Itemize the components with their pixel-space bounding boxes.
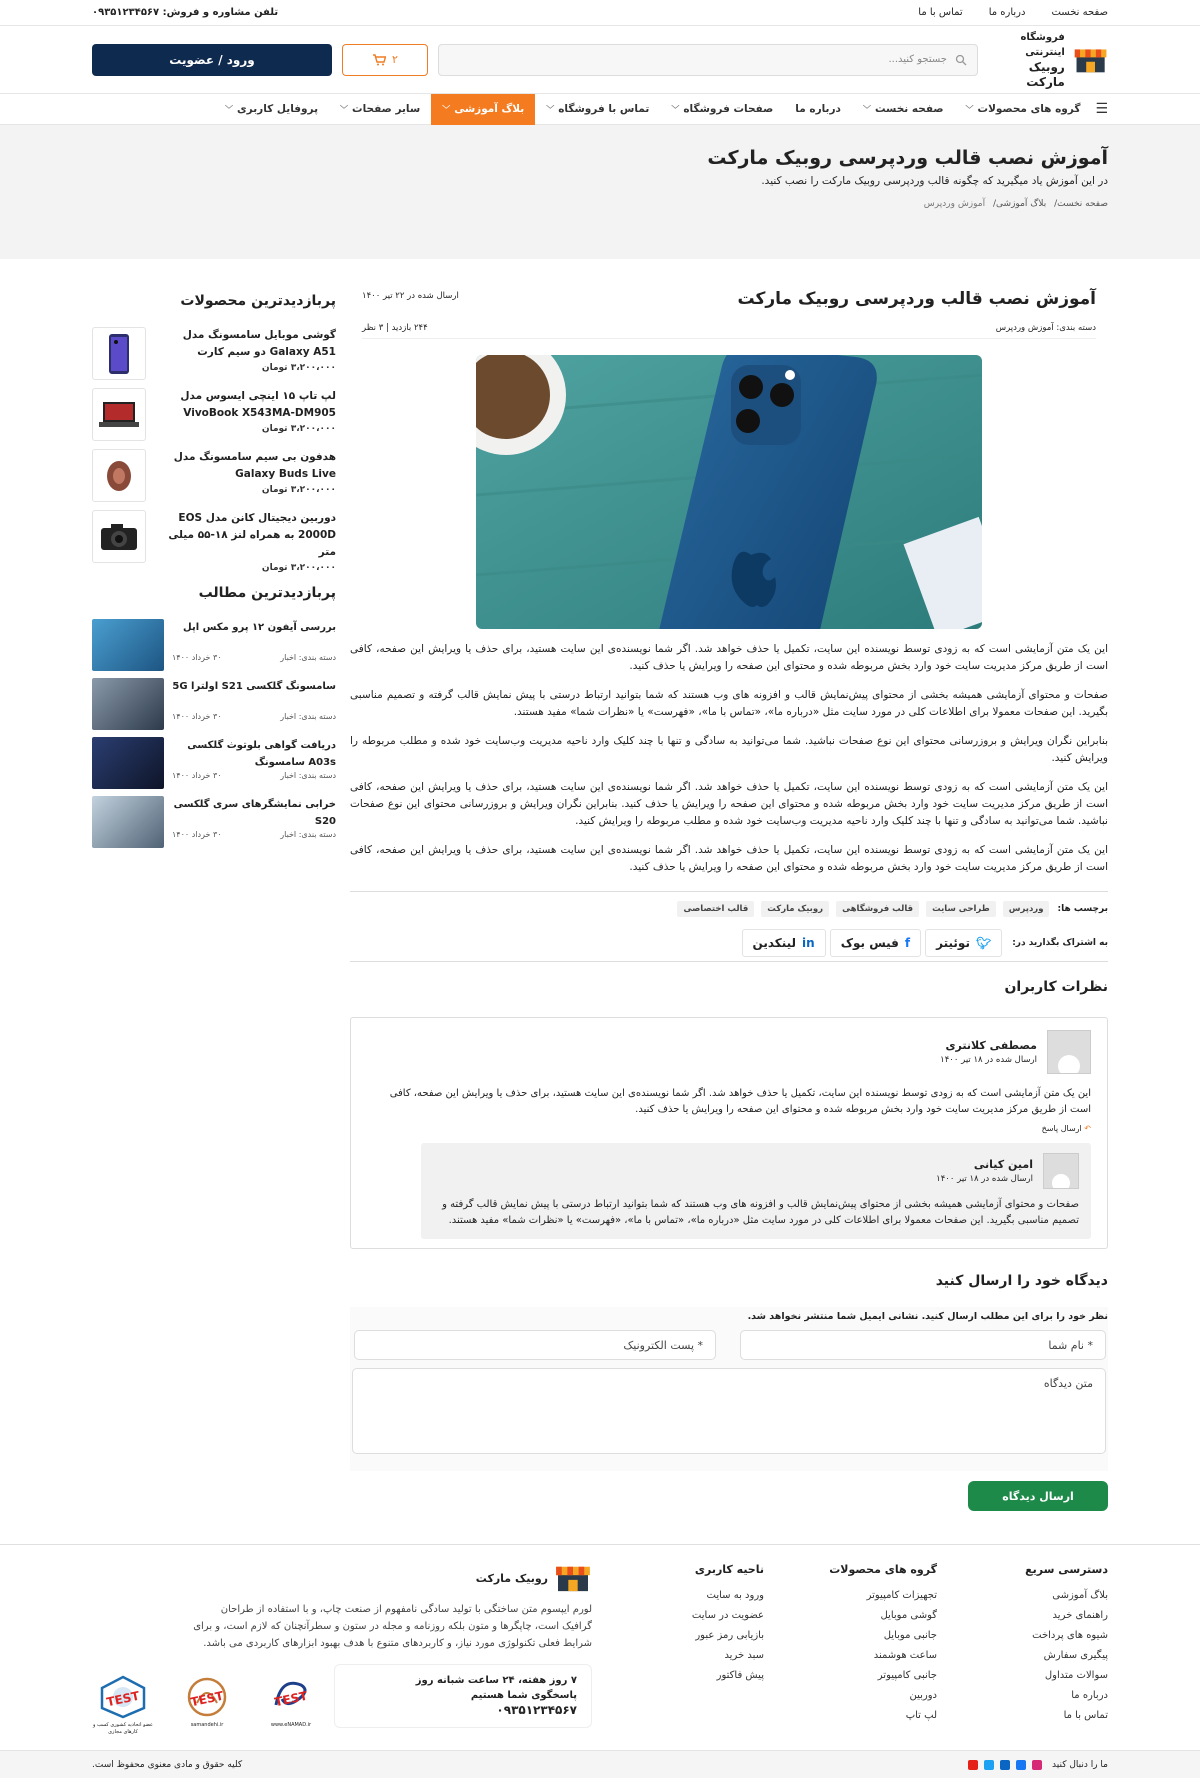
breadcrumb-current: آموزش وردپرس: [923, 199, 986, 209]
chevron-down-icon: ﹀: [442, 104, 451, 114]
nav-item-shop-pages[interactable]: [660, 94, 784, 125]
share-linkedin-label: لینکدین: [752, 936, 797, 950]
avatar: [1047, 1030, 1091, 1074]
post-thumbnail: [92, 678, 164, 730]
reply-date: ارسال شده در ۱۸ تیر ۱۴۰۰: [936, 1174, 1033, 1184]
footer-link[interactable]: ساعت هوشمند: [873, 1650, 937, 1661]
footer-col-title: دسترسی سریع: [1025, 1563, 1108, 1576]
footer-link[interactable]: پیش فاکتور: [716, 1670, 764, 1681]
footer-link[interactable]: گوشی موبایل: [880, 1610, 937, 1621]
comment-date: ارسال شده در ۱۸ تیر ۱۴۰۰: [940, 1055, 1037, 1065]
follow-label: ما را دنبال کنید: [1052, 1759, 1108, 1770]
twitter-icon[interactable]: [984, 1760, 994, 1770]
post-date: ۳۰ خرداد ۱۴۰۰: [172, 830, 222, 839]
chevron-down-icon: ﹀: [546, 104, 555, 114]
nav-label: صفحه نخست: [874, 103, 944, 115]
nav-item-other-pages[interactable]: [329, 94, 431, 125]
name-field[interactable]: [740, 1330, 1106, 1360]
footer-bottom-bar: [0, 1750, 1200, 1778]
breadcrumb-home[interactable]: صفحه نخست: [1057, 199, 1108, 209]
nav-label: پروفایل کاربری: [237, 103, 319, 115]
page-hero: [0, 125, 1200, 259]
nav-label: درباره ما: [795, 103, 841, 115]
nav-label: تماس با فروشگاه: [558, 103, 650, 115]
support-box: [334, 1664, 592, 1728]
badge-stamp-text: TEST: [105, 1688, 141, 1710]
main-nav: [0, 94, 1200, 125]
reply-icon: ↶: [1084, 1124, 1091, 1133]
facebook-icon: f: [904, 936, 911, 950]
badge-caption: www.eNAMAD.ir: [270, 1722, 312, 1728]
topbar-link-about[interactable]: درباره ما: [988, 7, 1026, 18]
post-item[interactable]: [92, 737, 336, 796]
search-placeholder: جستجو کنید...: [888, 54, 947, 65]
shop-logo-icon: [554, 1563, 592, 1593]
badge-stamp-text: TEST: [189, 1688, 225, 1710]
login-register-button[interactable]: ورود / عضویت: [92, 44, 332, 76]
article-paragraph: بنابراین نگران ویرایش و بروزرسانی محتوای این نوع صفحات نباشید. شما می‌توانید به سادگی و تنها با چند کلیک وارد ناحیه مدیریت وب‌سایت خود شده و مطلب مربوطه را ویرایش کنید.: [350, 735, 1108, 764]
earbuds-thumbnail-icon: [92, 449, 146, 502]
trust-badges: [92, 1675, 322, 1736]
footer-link[interactable]: تجهیزات کامپیوتر: [866, 1590, 937, 1601]
product-item[interactable]: [92, 327, 336, 388]
footer-link[interactable]: پیگیری سفارش: [1043, 1650, 1108, 1661]
share-twitter-button[interactable]: [925, 929, 1002, 957]
cart-icon: [372, 54, 386, 66]
cart-button[interactable]: [342, 44, 428, 76]
tag[interactable]: قالب فروشگاهی: [836, 901, 919, 917]
menu-icon[interactable]: ☰: [1095, 101, 1108, 117]
footer-link[interactable]: شیوه های پرداخت: [1032, 1630, 1108, 1641]
product-price: ۳،۲۰۰،۰۰۰ تومان: [261, 363, 336, 373]
reply-text: صفحات و محتوای آزمایشی همیشه بخشی از محتوای پیش‌نمایش قالب و افزونه های وب هستند که شما بتوانید ارتباط درستی با پیش نمایش قالب گرفته و تصمیم مناسبی بگیرید. این صفحات معمولا برای اطلاعات کلی در مورد سایت مثل «درباره ما»، «تماس با ما»، «فهرست» یا «نظرات شما» مفید هستند.: [442, 1199, 1079, 1226]
logo-line-2: روبیک مارکت: [1026, 59, 1065, 89]
tag[interactable]: روبیک مارکت: [761, 901, 829, 917]
comment-form-note: نظر خود را برای این مطلب ارسال کنید. نشانی ایمیل شما منتشر نخواهد شد.: [747, 1311, 1108, 1322]
social-links: [968, 1760, 1108, 1770]
post-date: ۳۰ خرداد ۱۴۰۰: [172, 771, 222, 780]
nav-label: بلاگ آموزشی: [454, 103, 525, 115]
site-logo[interactable]: [988, 30, 1108, 90]
comment-textarea[interactable]: [352, 1368, 1106, 1454]
enamad-badge[interactable]: [260, 1675, 322, 1736]
article-stats: ۲۴۴ بازدید | ۳ نظر: [362, 323, 428, 333]
chevron-down-icon: ﹀: [862, 104, 871, 114]
post-title: سامسونگ گلکسی S21 اولترا 5G: [172, 681, 336, 692]
post-item[interactable]: [92, 619, 336, 678]
product-price: ۳،۲۰۰،۰۰۰ تومان: [261, 563, 336, 573]
nav-label: سایر صفحات: [352, 103, 421, 115]
search-icon: [955, 54, 967, 66]
footer-link[interactable]: دوربین: [909, 1690, 937, 1701]
tag[interactable]: وردپرس: [1003, 901, 1050, 917]
post-date: ۳۰ خرداد ۱۴۰۰: [172, 712, 222, 721]
chevron-down-icon: ﹀: [225, 104, 234, 114]
footer-link[interactable]: راهنمای خرید: [1052, 1610, 1108, 1621]
popular-posts-title: پربازدیدترین مطالب: [198, 585, 336, 601]
footer-link[interactable]: بلاگ آموزشی: [1052, 1590, 1108, 1601]
footer-link[interactable]: لپ تاپ: [905, 1710, 937, 1721]
linkedin-icon[interactable]: [1000, 1760, 1010, 1770]
support-line-1: ۷ روز هفته، ۲۴ ساعت شبانه روز: [415, 1675, 577, 1686]
post-category: دسته بندی: اخبار: [280, 830, 336, 839]
linkedin-icon: in: [802, 936, 815, 950]
facebook-icon[interactable]: [1016, 1760, 1026, 1770]
product-name: گوشی موبایل سامسونگ مدل Galaxy A51 دو سیم کارت: [182, 329, 336, 358]
support-line-2: پاسخگوی شما هستیم: [470, 1690, 577, 1701]
topbar-phone: تلفن مشاوره و فروش: ۰۹۳۵۱۲۳۴۵۶۷: [92, 7, 279, 18]
article-body: [350, 641, 1108, 888]
post-thumbnail: [92, 737, 164, 789]
twitter-icon: 🐦︎: [975, 936, 992, 950]
association-badge[interactable]: [92, 1675, 154, 1736]
chevron-down-icon: ﹀: [965, 104, 974, 114]
footer-link[interactable]: عضویت در سایت: [691, 1610, 764, 1621]
comment-author: مصطفی کلانتری: [945, 1039, 1037, 1052]
article-tags: [674, 901, 1108, 917]
nav-item-home[interactable]: [852, 94, 955, 125]
chevron-down-icon: ﹀: [340, 104, 349, 114]
nav-item-about[interactable]: [784, 94, 852, 125]
nav-item-contact[interactable]: [535, 94, 660, 125]
footer-about-text: لورم ایپسوم متن ساختگی با تولید سادگی نامفهوم از صنعت چاپ، و با استفاده از طراحان گرافیک است، چاپگرها و متون بلکه روزنامه و مجله در ستون و سطرآنچنان که لازم است، و برای شرایط فعلی تکنولوژی مورد نیاز، و کاربردهای متنوع با هدف بهبود ابزارهای کاربردی می باشد.: [193, 1604, 592, 1649]
post-category: دسته بندی: اخبار: [280, 771, 336, 780]
reply-author: امین کیانی: [973, 1158, 1033, 1171]
product-item[interactable]: [92, 510, 336, 571]
footer-link[interactable]: جانبی کامپیوتر: [877, 1670, 937, 1681]
support-phone: ۰۹۳۵۱۲۳۴۵۶۷: [496, 1703, 577, 1717]
product-item[interactable]: [92, 388, 336, 449]
article-paragraph: این یک متن آزمایشی است که به زودی توسط نویسنده این سایت، تکمیل یا حذف خواهد شد. اگر شما نویسنده‌ی این سایت هستید، برای حذف یا ویرایش این صفحه، کافی است از طریق مرکز مدیریت سایت خود وارد بخش مربوطه شده و محتوای این صفحه را ویرایش یا حذف کنید. بنابراین نگران ویرایش و بروزرسانی محتوای این نوع صفحات نباشید. شما می‌توانید به سادگی و تنها با چند کلیک وارد ناحیه مدیریت وب‌سایت خود شده و مطلب مربوطه را ویرایش کنید.: [350, 781, 1108, 827]
share-linkedin-button[interactable]: [742, 929, 826, 957]
nav-item-profile[interactable]: [214, 94, 329, 125]
footer-product-groups: [829, 1563, 937, 1726]
topbar-links: [918, 7, 1108, 18]
product-price: ۳،۲۰۰،۰۰۰ تومان: [261, 485, 336, 495]
main-content: [0, 259, 1200, 1544]
footer-brand: روبیک مارکت: [475, 1571, 548, 1585]
shop-logo-icon: [1073, 44, 1108, 76]
footer-col-title: ناحیه کاربری: [694, 1563, 764, 1576]
footer-link[interactable]: بازیابی رمز عبور: [695, 1630, 764, 1641]
phone-thumbnail-icon: [92, 327, 146, 380]
topbar: [0, 0, 1200, 26]
post-title: بررسی آیفون ۱۲ پرو مکس اپل: [183, 622, 336, 633]
footer-link[interactable]: سبد خرید: [724, 1650, 764, 1661]
comment-thread: [350, 1017, 1108, 1249]
breadcrumb: صفحه نخست/ بلاگ آموزشی/ آموزش وردپرس: [923, 199, 1108, 209]
product-item[interactable]: [92, 449, 336, 510]
article-date: ارسال شده در ۲۲ تیر ۱۴۰۰: [362, 291, 459, 301]
reply-label: ارسال پاسخ: [1041, 1124, 1082, 1133]
article-paragraph: این یک متن آزمایشی است که به زودی توسط نویسنده این سایت، تکمیل یا حذف خواهد شد. اگر شما نویسنده‌ی این سایت هستید، برای حذف یا ویرایش این صفحه، کافی است از طریق مرکز مدیریت سایت خود وارد بخش مربوطه شده و محتوای این صفحه را ویرایش یا حذف کنید.: [350, 844, 1108, 873]
footer-quick-links: [1025, 1563, 1108, 1726]
article-paragraph: این یک متن آزمایشی است که به زودی توسط نویسنده این سایت، تکمیل یا حذف خواهد شد. اگر شما نویسنده‌ی این سایت هستید، برای حذف یا ویرایش این صفحه، کافی است از طریق مرکز مدیریت سایت خود وارد بخش مربوطه شده و محتوای این صفحه را ویرایش یا حذف کنید.: [350, 643, 1108, 672]
post-item[interactable]: [92, 678, 336, 737]
topbar-link-home[interactable]: صفحه نخست: [1051, 7, 1108, 18]
chevron-down-icon: ﹀: [671, 104, 680, 114]
nav-item-blog[interactable]: [431, 94, 535, 125]
share-facebook-button[interactable]: [830, 929, 921, 957]
reply-button[interactable]: [367, 1124, 1091, 1133]
name-placeholder: * نام شما: [1048, 1338, 1093, 1352]
instagram-icon[interactable]: [1032, 1760, 1042, 1770]
breadcrumb-blog[interactable]: بلاگ آموزشی: [996, 199, 1047, 209]
comment-form: [350, 1307, 1108, 1471]
header: [0, 26, 1200, 94]
article-paragraph: صفحات و محتوای آزمایشی همیشه بخشی از محتوای پیش‌نمایش قالب و افزونه های وب هستند که شما بتوانید ارتباط درستی با پیش نمایش قالب گرفته و تصمیم مناسبی بگیرید. این صفحات معمولا برای اطلاعات کلی در مورد سایت مثل «درباره ما»، «تماس با ما»، «فهرست» یا «نظرات شما» مفید هستند.: [350, 689, 1108, 718]
camera-thumbnail-icon: [92, 510, 146, 563]
logo-line-1: فروشگاه اینترنتی: [1020, 31, 1065, 58]
post-title: خرابی نمایشگرهای سری گلکسی S20: [173, 799, 336, 827]
footer-link[interactable]: ورود به سایت: [706, 1590, 764, 1601]
page-title: آموزش نصب قالب وردپرسی روبیک مارکت: [707, 147, 1108, 169]
footer: [0, 1544, 1200, 1777]
article-featured-image: [476, 355, 982, 629]
samandehi-badge[interactable]: [176, 1675, 238, 1736]
product-name: لپ تاپ ۱۵ اینچی ایسوس مدل VivoBook X543MA-DM905: [180, 390, 336, 419]
topbar-link-contact[interactable]: تماس با ما: [918, 7, 963, 18]
footer-col-title: گروه های محصولات: [829, 1563, 937, 1576]
post-item[interactable]: [92, 796, 336, 855]
email-placeholder: * پست الکترونیک: [623, 1338, 703, 1352]
badge-stamp-text: TEST: [273, 1688, 309, 1710]
product-name: دوربین دیجیتال کانن مدل EOS 2000D به همراه لنز ۱۸-۵۵ میلی متر: [168, 512, 336, 558]
avatar: [1043, 1153, 1079, 1189]
comment-text: این یک متن آزمایشی است که به زودی توسط نویسنده این سایت، تکمیل یا حذف خواهد شد. اگر شما نویسنده‌ی این سایت هستید، برای حذف یا ویرایش این صفحه، کافی است از طریق مرکز مدیریت سایت خود وارد بخش مربوطه شده و محتوای این صفحه را ویرایش یا حذف کنید.: [389, 1088, 1091, 1115]
share-bar: [738, 929, 1108, 957]
comment-textarea-placeholder: متن دیدگاه: [1043, 1377, 1093, 1390]
badge-caption: samandehi.ir: [190, 1722, 224, 1728]
tag[interactable]: طراحی سایت: [926, 901, 996, 917]
tags-label: برچسب ها:: [1057, 904, 1108, 914]
footer-link[interactable]: درباره ما: [1071, 1690, 1108, 1701]
tag[interactable]: قالب اختصاصی: [677, 901, 754, 917]
badge-caption: عضو اتحادیه کشوری کسب و کارهای مجازی: [92, 1722, 153, 1735]
share-facebook-label: فیس بوک: [840, 936, 899, 950]
post-title: دریافت گواهی بلوتوث گلکسی A03s سامسونگ: [187, 740, 336, 768]
nav-item-product-groups[interactable]: [955, 94, 1092, 125]
post-thumbnail: [92, 796, 164, 848]
page-subtitle: در این آموزش یاد میگیرید که چگونه قالب وردپرسی روبیک مارکت را نصب کنید.: [761, 175, 1108, 187]
share-twitter-label: توئیتر: [936, 936, 970, 950]
post-category: دسته بندی: اخبار: [280, 653, 336, 662]
footer-user-area: [692, 1563, 764, 1686]
comments-title: نظرات کاربران: [1004, 979, 1108, 995]
footer-link[interactable]: جانبی موبایل: [883, 1630, 937, 1641]
share-label: به اشتراک بگذارید در:: [1012, 938, 1108, 948]
cart-count: ۲: [392, 53, 398, 66]
nav-label: گروه های محصولات: [977, 103, 1081, 115]
submit-comment-button[interactable]: ارسال دیدگاه: [968, 1481, 1108, 1511]
post-date: ۳۰ خرداد ۱۴۰۰: [172, 653, 222, 662]
footer-link[interactable]: سوالات متداول: [1044, 1670, 1108, 1681]
nav-label: صفحات فروشگاه: [683, 103, 774, 115]
post-thumbnail: [92, 619, 164, 671]
comment-form-title: دیدگاه خود را ارسال کنید: [935, 1273, 1108, 1289]
laptop-thumbnail-icon: [92, 388, 146, 441]
product-price: ۳،۲۰۰،۰۰۰ تومان: [261, 424, 336, 434]
article-category[interactable]: دسته بندی: آموزش وردپرس: [995, 323, 1096, 333]
article-title: آموزش نصب قالب وردپرسی روبیک مارکت: [737, 289, 1096, 309]
popular-products-title: پربازدیدترین محصولات: [180, 293, 336, 309]
copyright: کلیه حقوق و مادی معنوی محفوظ است.: [92, 1759, 243, 1770]
footer-link[interactable]: تماس با ما: [1063, 1710, 1108, 1721]
comment-reply: [421, 1143, 1091, 1239]
footer-about: [92, 1563, 592, 1735]
youtube-icon[interactable]: [968, 1760, 978, 1770]
email-field[interactable]: [354, 1330, 716, 1360]
post-category: دسته بندی: اخبار: [280, 712, 336, 721]
product-name: هدفون بی سیم سامسونگ مدل Galaxy Buds Live: [173, 451, 336, 480]
search-input[interactable]: [438, 44, 978, 76]
